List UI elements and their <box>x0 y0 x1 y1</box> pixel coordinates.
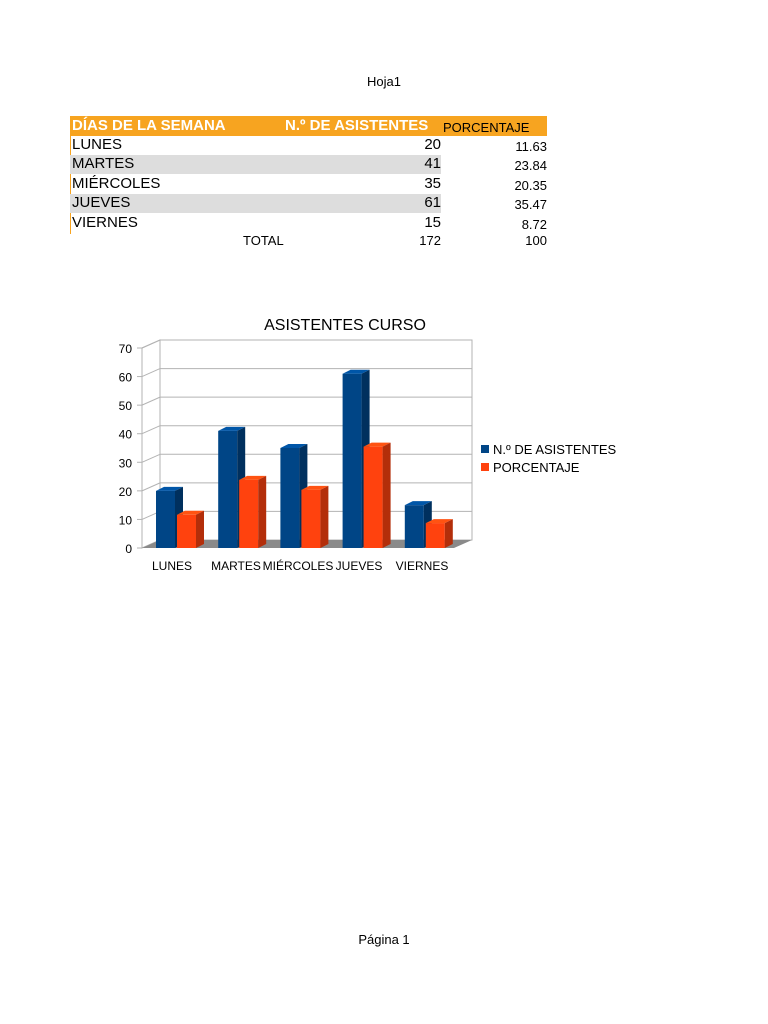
legend-swatch <box>481 445 489 453</box>
x-tick-label: LUNES <box>151 559 193 573</box>
total-label: TOTAL <box>243 233 284 248</box>
legend-label: PORCENTAJE <box>493 460 580 475</box>
y-tick-label: 50 <box>118 399 132 414</box>
table-row <box>70 214 547 233</box>
cell-percent: 11.63 <box>515 139 547 154</box>
bar-front <box>364 447 383 548</box>
x-tick-label: VIERNES <box>395 559 449 573</box>
table-total-row <box>70 233 547 251</box>
sheet-name-header: Hoja1 <box>367 74 401 89</box>
x-tick-label: MIÉRCOLES <box>262 559 334 573</box>
table-row <box>70 155 547 174</box>
y-tick-label: 10 <box>118 513 132 528</box>
legend-label: N.º DE ASISTENTES <box>493 442 617 457</box>
cell-attendees: 35 <box>424 175 441 192</box>
bar-side <box>258 476 266 548</box>
table-row <box>70 175 547 194</box>
total-percent: 100 <box>525 233 547 248</box>
header-days: DÍAS DE LA SEMANA <box>72 117 226 134</box>
cell-day: MARTES <box>72 155 135 172</box>
bar-side <box>320 486 328 548</box>
bar-front <box>280 448 299 548</box>
cell-attendees: 15 <box>424 214 441 231</box>
bar <box>301 486 328 548</box>
bar-side <box>445 519 453 548</box>
cell-attendees: 20 <box>424 136 441 153</box>
legend-item-percent <box>481 460 616 478</box>
y-tick-label: 40 <box>118 427 132 442</box>
cell-day: LUNES <box>72 136 123 153</box>
y-tick-label: 20 <box>118 484 132 499</box>
header-attendees: N.º DE ASISTENTES <box>285 117 429 134</box>
table-row <box>70 194 547 213</box>
y-tick-label: 0 <box>125 542 132 556</box>
bar-front <box>239 480 258 548</box>
chart-x-ticks <box>152 558 448 573</box>
cell-attendees: 41 <box>424 155 441 172</box>
bar-front <box>177 515 196 548</box>
cell-percent: 23.84 <box>514 158 547 173</box>
table-header-row <box>70 116 547 136</box>
bar-side <box>383 443 391 548</box>
y-tick-label: 30 <box>118 456 132 471</box>
x-tick-label: JUEVES <box>335 559 383 573</box>
bar-front <box>405 505 424 548</box>
y-tick-label: 60 <box>118 370 132 385</box>
cell-day: VIERNES <box>72 214 138 231</box>
bar-front <box>218 431 237 548</box>
chart-legend <box>481 442 616 478</box>
cell-percent: 20.35 <box>514 178 547 193</box>
total-attendees: 172 <box>419 233 441 248</box>
bar-front <box>343 374 362 548</box>
bar-front <box>301 490 320 548</box>
cell-attendees: 61 <box>424 194 441 211</box>
bar <box>177 511 204 548</box>
legend-item-attendees <box>481 442 616 460</box>
cell-percent: 35.47 <box>514 197 547 212</box>
bar-front <box>156 491 175 548</box>
bar-front <box>426 523 445 548</box>
page-number-footer: Página 1 <box>358 932 410 947</box>
attendance-chart <box>100 305 480 585</box>
cell-percent: 8.72 <box>521 217 547 232</box>
bar-side <box>196 511 204 548</box>
cell-day: MIÉRCOLES <box>72 175 161 192</box>
header-percent: PORCENTAJE <box>443 120 530 135</box>
table-row <box>70 136 547 155</box>
bar <box>364 443 391 548</box>
cell-day: JUEVES <box>72 194 131 211</box>
x-tick-label: MARTES <box>211 559 261 573</box>
y-tick-label: 70 <box>118 342 132 356</box>
legend-swatch <box>481 463 489 471</box>
bar <box>426 519 453 548</box>
chart-y-ticks <box>119 342 133 556</box>
bar <box>239 476 266 548</box>
chart-title: ASISTENTES CURSO <box>264 317 426 334</box>
